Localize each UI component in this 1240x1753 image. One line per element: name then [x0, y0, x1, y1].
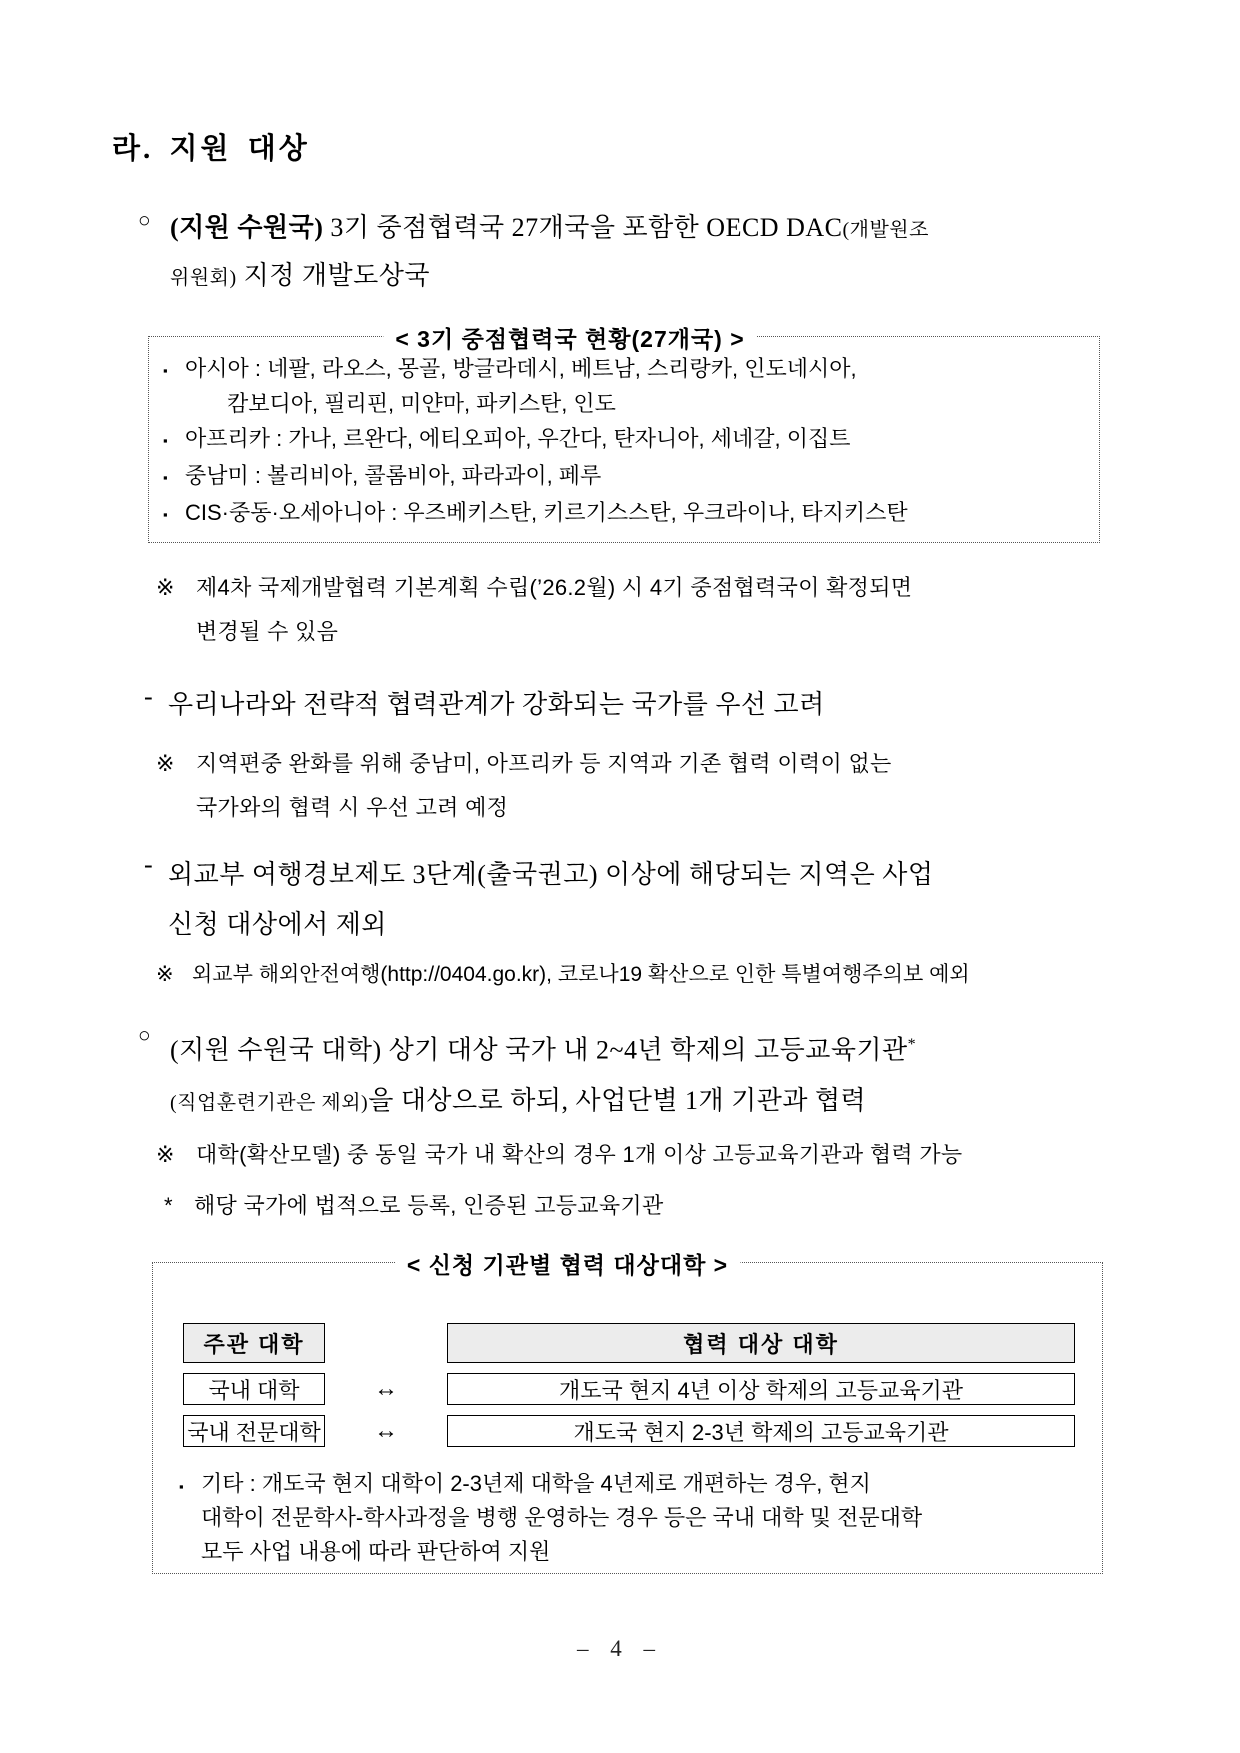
partner-universities-box [152, 1252, 1103, 1574]
dash-bullet-icon: - [144, 850, 154, 879]
note-regional-balance: ※ 지역편중 완화를 위해 중남미, 아프리카 등 지역과 기존 협력 이력이 없는 국가와의 협력 시 우선 고려 예정 [156, 742, 1126, 830]
footnote-asterisk: * [907, 1036, 917, 1053]
asterisk-icon: * [164, 1193, 173, 1218]
list-item: ▪ 아프리카 : 가나, 르완다, 에티오피아, 우간다, 탄자니아, 세네갈, 이집트 [163, 421, 1085, 458]
note-expansion-model: ※ 대학(확산모델) 중 동일 국가 내 확산의 경우 1개 이상 고등교육기관과 협력 가능 [156, 1133, 1146, 1177]
header-partner-university: 협력 대상 대학 [447, 1323, 1075, 1363]
strategic-priority-paragraph: - 우리나라와 전략적 협력관계가 강화되는 국가를 우선 고려 [144, 682, 1144, 727]
square-bullet-icon: ▪ [163, 470, 168, 485]
list-item: ▪ CIS·중동·오세아니아 : 우즈베키스탄, 키르기스스탄, 우크라이나, 타지키스탄 [163, 495, 1085, 532]
left-right-arrow-icon: ↔ [374, 1375, 398, 1402]
footnote-accredited: * 해당 국가에 법적으로 등록, 인증된 고등교육기관 [164, 1184, 1154, 1228]
table-header-row [183, 1323, 1102, 1363]
recipient-university-line2: (직업훈련기관은 제외)을 대상으로 하되, 사업단별 1개 기관과 협력 [170, 1085, 867, 1115]
recipient-country-paragraph [138, 205, 1128, 301]
reference-mark-icon: ※ [156, 1142, 175, 1167]
page-number: – 4 – [577, 1636, 663, 1661]
square-bullet-icon: ▪ [179, 1479, 184, 1494]
recipient-country-line1: (지원 수원국) 3기 중점협력국 27개국을 포함한 OECD DAC(개발원조 [170, 213, 929, 242]
square-bullet-icon: ▪ [163, 507, 168, 522]
circle-bullet-icon: ○ [138, 1023, 152, 1047]
page-title: 라. 지원 대상 [112, 133, 310, 165]
travel-alert-paragraph: - 외교부 여행경보제도 3단계(출국권고) 이상에 해당되는 지역은 사업 신청 대상에서 제외 [144, 850, 1144, 950]
list-item: ▪ 아시아 : 네팔, 라오스, 몽골, 방글라데시, 베트남, 스리랑카, 인도네시아, 캄보디아, 필리핀, 미얀마, 파키스탄, 인도 [163, 351, 1085, 421]
priority-countries-box-title: < 3기 중점협력국 현황(27개국) > [383, 321, 756, 354]
note-master-plan: ※ 제4차 국제개발협력 기본계획 수립(’26.2월) 시 4기 중점협력국이 확정되면 변경될 수 있음 [156, 566, 1126, 654]
reference-mark-icon: ※ [156, 751, 175, 776]
table-row: 국내 대학 ↔ 개도국 현지 4년 이상 학제의 고등교육기관 [183, 1373, 1102, 1405]
header-host-university: 주관 대학 [183, 1323, 325, 1363]
partner-box-note: ▪ 기타 : 개도국 현지 대학이 2-3년제 대학을 4년제로 개편하는 경우, 현지 대학이 전문학사-학사과정을 병행 운영하는 경우 등은 국내 대학 및 전문대학 모두 사업 내용에 따라 판단하여 지원 [179, 1467, 1102, 1569]
reference-mark-icon: ※ [156, 575, 175, 600]
left-right-arrow-icon: ↔ [374, 1417, 398, 1444]
table-row: 국내 전문대학 ↔ 개도국 현지 2-3년 학제의 고등교육기관 [183, 1415, 1102, 1447]
recipient-country-line2: 위원회) 지정 개발도상국 [170, 261, 430, 290]
list-item: ▪ 중남미 : 볼리비아, 콜롬비아, 파라과이, 페루 [163, 458, 1085, 495]
circle-bullet-icon: ○ [138, 208, 152, 232]
partner-table [153, 1263, 1102, 1447]
recipient-university-paragraph [138, 1020, 1138, 1128]
partner-universities-box-title: < 신청 기관별 협력 대상대학 > [395, 1247, 740, 1280]
dash-bullet-icon: - [144, 682, 154, 711]
square-bullet-icon: ▪ [163, 363, 168, 378]
priority-countries-box [148, 326, 1100, 543]
recipient-country-label: (지원 수원국) [170, 213, 324, 242]
note-travel-safety: ※ 외교부 해외안전여행(http://0404.go.kr), 코로나19 확산으로 인한 특별여행주의보 예외 [156, 960, 1146, 990]
reference-mark-icon: ※ [156, 963, 174, 986]
square-bullet-icon: ▪ [163, 433, 168, 448]
recipient-university-line1: (지원 수원국 대학) 상기 대상 국가 내 2~4년 학제의 고등교육기관* [170, 1035, 917, 1065]
